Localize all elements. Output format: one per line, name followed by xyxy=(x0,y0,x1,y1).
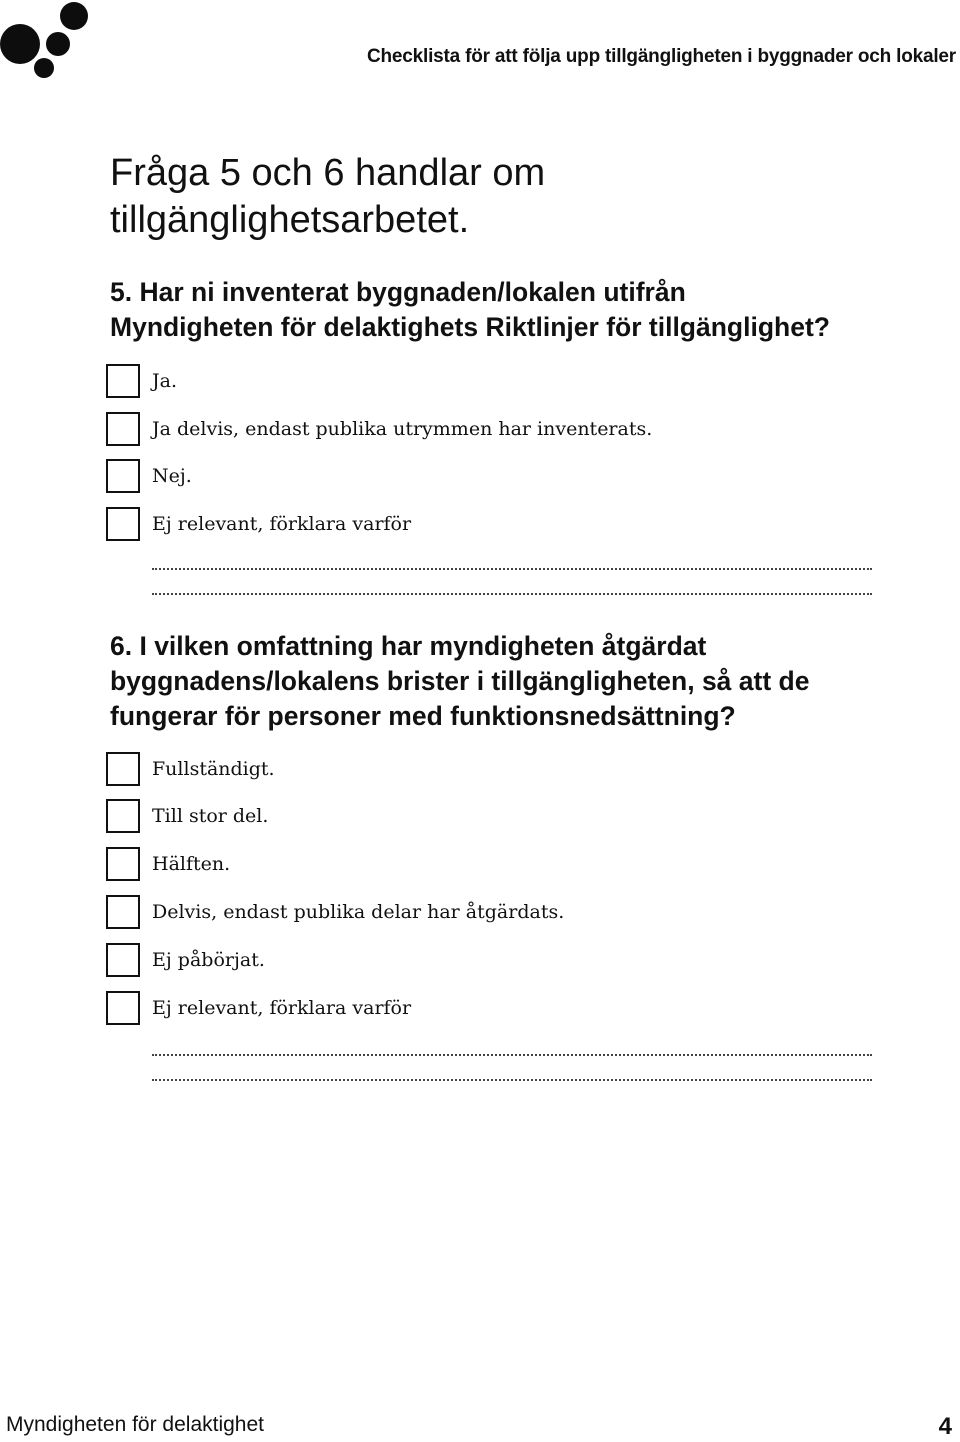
q6-option-halften[interactable] xyxy=(106,847,230,881)
q6-option-ej-paborjat[interactable] xyxy=(106,943,265,977)
checkbox[interactable] xyxy=(106,459,140,493)
option-label: Ja delvis, endast publika utrymmen har inventerats. xyxy=(152,418,653,440)
option-label: Delvis, endast publika delar har åtgärdats. xyxy=(152,901,565,923)
option-label: Till stor del. xyxy=(152,805,269,827)
answer-line[interactable] xyxy=(152,1054,872,1056)
option-label: Ej relevant, förklara varför xyxy=(152,997,412,1019)
footer-organization: Myndigheten för delaktighet xyxy=(6,1413,264,1436)
checkbox[interactable] xyxy=(106,847,140,881)
logo-dot xyxy=(46,32,70,56)
checkbox[interactable] xyxy=(106,799,140,833)
q5-option-ja-delvis[interactable] xyxy=(106,412,652,446)
option-label: Fullständigt. xyxy=(152,758,275,780)
q6-option-delvis[interactable] xyxy=(106,895,564,929)
intro-line: tillgänglighetsarbetet. xyxy=(110,199,470,241)
answer-line[interactable] xyxy=(152,1079,872,1081)
q5-option-ej-relevant[interactable] xyxy=(106,507,411,541)
q5-option-nej[interactable] xyxy=(106,459,192,493)
question-line: byggnadens/lokalens brister i tillgängligheten, så att de xyxy=(110,666,810,696)
checkbox[interactable] xyxy=(106,943,140,977)
question-5 xyxy=(110,275,870,345)
logo-dots xyxy=(0,0,92,82)
intro-heading xyxy=(110,150,870,244)
option-label: Ja. xyxy=(152,370,177,392)
option-label: Ej påbörjat. xyxy=(152,949,265,971)
question-line: Myndigheten för delaktighets Riktlinjer för tillgänglighet? xyxy=(110,312,830,342)
checkbox[interactable] xyxy=(106,364,140,398)
question-6 xyxy=(110,629,910,734)
option-label: Ej relevant, förklara varför xyxy=(152,513,412,535)
answer-line[interactable] xyxy=(152,568,872,570)
document-header-title: Checklista för att följa upp tillgängligheten i byggnader och lokaler xyxy=(366,46,956,67)
logo-dot xyxy=(0,24,40,64)
logo-dot xyxy=(34,58,54,78)
q5-option-ja[interactable] xyxy=(106,364,177,398)
option-label: Nej. xyxy=(152,465,192,487)
question-line: 6. I vilken omfattning har myndigheten åtgärdat xyxy=(110,631,707,661)
checkbox[interactable] xyxy=(106,752,140,786)
checkbox[interactable] xyxy=(106,507,140,541)
q6-option-till-stor-del[interactable] xyxy=(106,799,268,833)
question-line: fungerar för personer med funktionsnedsättning? xyxy=(110,701,736,731)
page-number: 4 xyxy=(938,1413,952,1440)
checkbox[interactable] xyxy=(106,412,140,446)
intro-line: Fråga 5 och 6 handlar om xyxy=(110,152,546,194)
question-line: 5. Har ni inventerat byggnaden/lokalen utifrån xyxy=(110,277,686,307)
logo-dot xyxy=(60,2,88,30)
checkbox[interactable] xyxy=(106,895,140,929)
q6-option-fullstandigt[interactable] xyxy=(106,752,275,786)
checkbox[interactable] xyxy=(106,991,140,1025)
option-label: Hälften. xyxy=(152,853,231,875)
answer-line[interactable] xyxy=(152,593,872,595)
q6-option-ej-relevant[interactable] xyxy=(106,991,411,1025)
